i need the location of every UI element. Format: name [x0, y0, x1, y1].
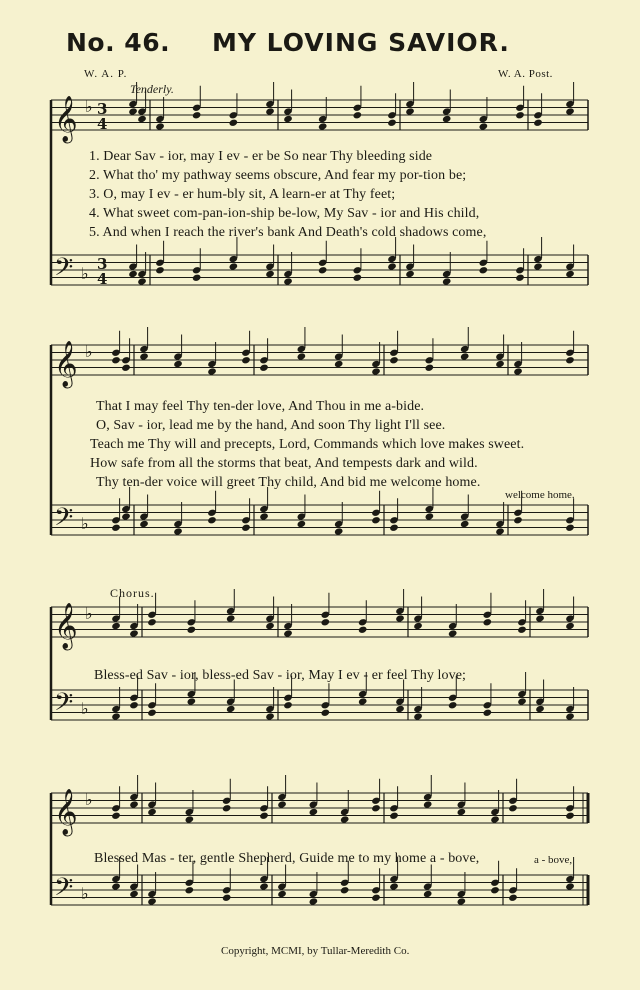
note-head: [334, 360, 344, 368]
note-head: [517, 697, 527, 705]
chorus-lyric-line-2: Blessed Mas - ter, gentle Shepherd, Guide me to my home a - bove,: [94, 851, 480, 866]
treble-clef: 𝄞: [54, 96, 78, 142]
note-head: [479, 266, 489, 274]
flat-sign: ♭: [81, 884, 89, 903]
note-head: [442, 115, 452, 123]
note-head: [395, 705, 405, 713]
note-head: [259, 812, 269, 820]
note-head: [535, 614, 545, 622]
note-head: [371, 516, 381, 524]
note-head: [309, 808, 319, 816]
treble-clef: 𝄞: [54, 789, 78, 835]
note-head: [185, 886, 195, 894]
note-head: [389, 524, 399, 532]
system-1-treble-notes: [128, 82, 575, 131]
note-head: [111, 712, 121, 720]
note-head: [147, 808, 157, 816]
note-head: [321, 709, 331, 717]
note-head: [226, 705, 236, 713]
note-head: [533, 119, 543, 127]
verse-5-line-1: 5. And when I reach the river's bank And Death's cold shadows come,: [89, 225, 487, 240]
note-head: [259, 512, 269, 520]
verse-5-line-2: Thy ten-der voice will greet Thy child, And bid me welcome home.: [96, 475, 481, 490]
verse-2-line-2: O, Sav - ior, lead me by the hand, And soon Thy light I'll see.: [96, 418, 446, 433]
verse-1-line-2: That I may feel Thy ten-der love, And Thou in me a-bide.: [96, 399, 425, 414]
note-head: [508, 804, 518, 812]
note-head: [565, 524, 575, 532]
note-head: [173, 360, 183, 368]
note-head: [283, 277, 293, 285]
note-head: [259, 364, 269, 372]
note-head: [229, 262, 239, 270]
note-head: [283, 701, 293, 709]
note-head: [265, 712, 275, 720]
note-head: [222, 804, 232, 812]
note-head: [387, 119, 397, 127]
note-head: [265, 107, 275, 115]
time-signature: 3: [97, 100, 108, 118]
note-head: [353, 274, 363, 282]
note-head: [111, 812, 121, 820]
flat-sign: ♭: [81, 264, 89, 283]
lyricist-credit: W. A. P.: [84, 68, 128, 80]
bass-clef: 𝄢: [54, 873, 74, 908]
verse-3-line-1: 3. O, may I ev - er hum-bly sit, A learn-er at Thy feet;: [89, 187, 396, 202]
system-2-treble-notes: [111, 327, 575, 376]
note-head: [565, 882, 575, 890]
note-head: [358, 697, 368, 705]
note-head: [517, 626, 527, 634]
note-head: [277, 800, 287, 808]
note-head: [423, 890, 433, 898]
note-head: [490, 886, 500, 894]
note-head: [565, 356, 575, 364]
note-head: [192, 111, 202, 119]
verse-1-line-1: 1. Dear Sav - ior, may I ev - er be So near Thy bleeding side: [89, 149, 433, 164]
note-head: [457, 808, 467, 816]
note-head: [139, 352, 149, 360]
time-signature: 3: [97, 255, 108, 273]
note-head: [137, 277, 147, 285]
note-head: [565, 107, 575, 115]
note-head: [425, 364, 435, 372]
note-head: [321, 618, 331, 626]
note-head: [535, 705, 545, 713]
note-head: [283, 115, 293, 123]
copyright-notice: Copyright, MCMI, by Tullar-Meredith Co.: [221, 945, 410, 957]
bass-clef: 𝄢: [54, 688, 74, 723]
note-head: [565, 622, 575, 630]
note-head: [413, 712, 423, 720]
note-head: [442, 277, 452, 285]
flat-sign: ♭: [81, 514, 89, 533]
note-head: [187, 626, 197, 634]
note-head: [121, 364, 131, 372]
note-head: [173, 527, 183, 535]
note-head: [147, 618, 157, 626]
system-3-treble-notes: [111, 589, 575, 638]
flat-sign: ♭: [85, 790, 93, 809]
note-head: [389, 356, 399, 364]
bass-clef: 𝄢: [54, 503, 74, 538]
note-head: [129, 890, 139, 898]
note-head: [371, 367, 381, 375]
note-head: [121, 512, 131, 520]
note-head: [147, 709, 157, 717]
note-head: [283, 629, 293, 637]
note-head: [508, 894, 518, 902]
note-head: [358, 626, 368, 634]
note-head: [513, 516, 523, 524]
note-head: [483, 709, 493, 717]
note-head: [128, 270, 138, 278]
note-head: [318, 266, 328, 274]
note-head: [483, 618, 493, 626]
note-head: [513, 367, 523, 375]
note-head: [226, 614, 236, 622]
note-head: [533, 262, 543, 270]
note-head: [192, 274, 202, 282]
note-head: [318, 122, 328, 130]
note-head: [265, 622, 275, 630]
note-head: [111, 622, 121, 630]
chorus-label: Chorus.: [110, 586, 155, 600]
verse-4-line-2: How safe from all the storms that beat, And tempests dark and wild.: [90, 456, 478, 471]
note-head: [185, 815, 195, 823]
note-head: [155, 122, 165, 130]
note-head: [405, 107, 415, 115]
tempo-marking: Tenderly.: [130, 82, 174, 96]
note-head: [423, 800, 433, 808]
note-head: [490, 815, 500, 823]
chorus-lyric-line-1: Bless-ed Sav - ior, bless-ed Sav - ior, May I ev - er feel Thy love;: [94, 668, 467, 683]
note-head: [565, 712, 575, 720]
note-head: [111, 882, 121, 890]
treble-clef: 𝄞: [54, 603, 78, 649]
time-signature: 4: [97, 115, 108, 133]
note-head: [371, 894, 381, 902]
note-head: [425, 512, 435, 520]
note-head: [222, 894, 232, 902]
verse-4-line-1: 4. What sweet com-pan-ion-ship be-low, My Sav - ior and His child,: [89, 206, 480, 221]
echo-lyric: welcome home.: [505, 489, 575, 501]
note-head: [565, 270, 575, 278]
note-head: [111, 356, 121, 364]
note-head: [155, 266, 165, 274]
note-head: [129, 701, 139, 709]
note-head: [187, 697, 197, 705]
system-1-bass-notes: [128, 237, 575, 286]
note-head: [495, 360, 505, 368]
note-head: [128, 107, 138, 115]
note-head: [565, 812, 575, 820]
note-head: [137, 115, 147, 123]
note-head: [207, 516, 217, 524]
flat-sign: ♭: [85, 342, 93, 361]
note-head: [448, 629, 458, 637]
note-head: [207, 367, 217, 375]
note-head: [229, 119, 239, 127]
hymn-number: No. 46.: [66, 28, 171, 57]
note-head: [515, 274, 525, 282]
note-head: [297, 520, 307, 528]
system-4-bass-staff: [51, 875, 588, 905]
note-head: [371, 804, 381, 812]
hymn-title: MY LOVING SAVIOR.: [212, 28, 510, 57]
note-head: [448, 701, 458, 709]
composer-credit: W. A. Post.: [498, 68, 553, 80]
note-head: [405, 270, 415, 278]
note-head: [389, 812, 399, 820]
note-head: [340, 815, 350, 823]
note-head: [413, 622, 423, 630]
verse-3-line-2: Teach me Thy will and precepts, Lord, Commands which love makes sweet.: [90, 437, 525, 452]
note-head: [309, 897, 319, 905]
note-head: [495, 527, 505, 535]
system-4-treble-notes: [111, 775, 575, 824]
bass-clef: 𝄢: [54, 253, 74, 288]
note-head: [259, 882, 269, 890]
note-head: [241, 524, 251, 532]
treble-clef: 𝄞: [54, 341, 78, 387]
note-head: [460, 352, 470, 360]
note-head: [111, 524, 121, 532]
note-head: [277, 890, 287, 898]
note-head: [139, 520, 149, 528]
chorus-echo-lyric: a - bove,: [534, 854, 573, 866]
note-head: [334, 527, 344, 535]
note-head: [479, 122, 489, 130]
note-head: [387, 262, 397, 270]
note-head: [297, 352, 307, 360]
note-head: [265, 270, 275, 278]
time-signature: 4: [97, 270, 108, 288]
note-head: [129, 800, 139, 808]
note-head: [147, 897, 157, 905]
flat-sign: ♭: [85, 604, 93, 623]
note-head: [129, 629, 139, 637]
note-head: [389, 882, 399, 890]
note-head: [395, 614, 405, 622]
flat-sign: ♭: [85, 97, 93, 116]
flat-sign: ♭: [81, 699, 89, 718]
note-head: [460, 520, 470, 528]
note-head: [241, 356, 251, 364]
note-head: [457, 897, 467, 905]
note-head: [353, 111, 363, 119]
verse-2-line-1: 2. What tho' my pathway seems obscure, And fear my por-tion be;: [89, 168, 467, 183]
note-head: [340, 886, 350, 894]
note-head: [515, 111, 525, 119]
